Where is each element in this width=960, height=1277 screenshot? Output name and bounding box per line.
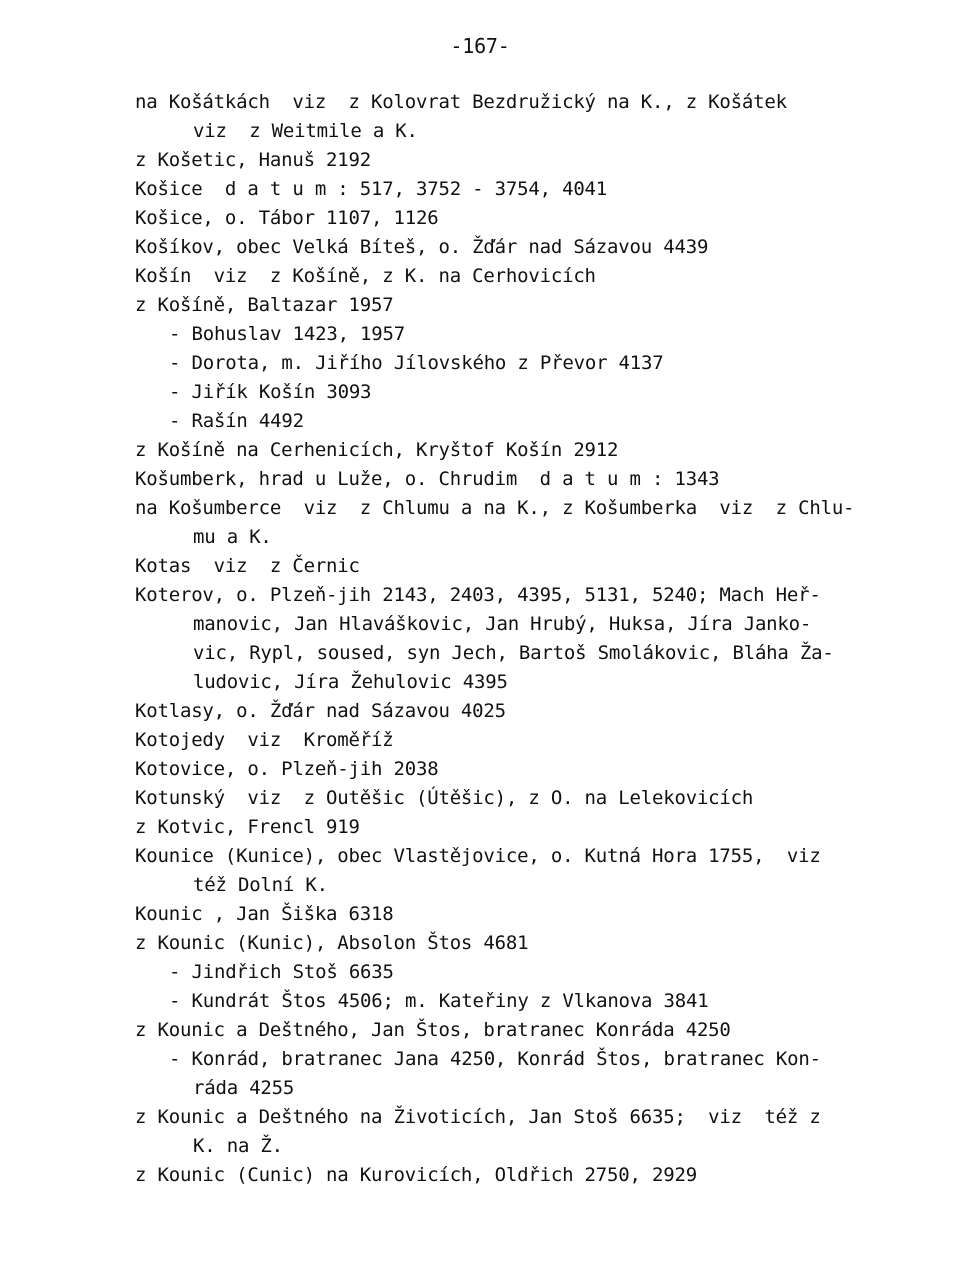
index-line: Koterov, o. Plzeň-jih 2143, 2403, 4395, 5131, 5240; Mach Heř- xyxy=(135,584,821,606)
index-line: na Košátkách viz z Kolovrat Bezdružický na K., z Košátek xyxy=(135,91,787,113)
index-line: manovic, Jan Hlaváškovic, Jan Hrubý, Huksa, Jíra Janko- xyxy=(193,613,812,635)
index-line: Kounice (Kunice), obec Vlastějovice, o. Kutná Hora 1755, viz xyxy=(135,845,821,867)
index-line: z Košíně na Cerhenicích, Kryštof Košín 2912 xyxy=(135,439,619,461)
index-line: Kotunský viz z Outěšic (Útěšic), z O. na Lelekovicích xyxy=(135,787,754,809)
index-line: na Košumberce viz z Chlumu a na K., z Košumberka viz z Chlu- xyxy=(135,497,855,519)
index-line: - Konrád, bratranec Jana 4250, Konrád Štos, bratranec Kon- xyxy=(169,1048,821,1070)
index-line: z Kounic (Kunic), Absolon Štos 4681 xyxy=(135,932,529,954)
index-line: z Košetic, Hanuš 2192 xyxy=(135,149,372,171)
index-line: Košíkov, obec Velká Bíteš, o. Žďár nad Sázavou 4439 xyxy=(135,236,709,258)
index-line: Košín viz z Košíně, z K. na Cerhovicích xyxy=(135,265,596,287)
index-line: K. na Ž. xyxy=(193,1135,283,1157)
index-line: Kotovice, o. Plzeň-jih 2038 xyxy=(135,758,439,780)
index-line: Kotojedy viz Kroměříž xyxy=(135,729,394,751)
index-line: - Kundrát Štos 4506; m. Kateřiny z Vlkanova 3841 xyxy=(169,990,709,1012)
index-line: viz z Weitmile a K. xyxy=(193,120,418,142)
index-line: vic, Rypl, soused, syn Jech, Bartoš Smolákovic, Bláha Ža- xyxy=(193,642,834,664)
index-entries xyxy=(135,88,895,1190)
index-line: ráda 4255 xyxy=(193,1077,295,1099)
index-line: - Jindřich Stoš 6635 xyxy=(169,961,394,983)
index-line: Košice, o. Tábor 1107, 1126 xyxy=(135,207,439,229)
index-line: Kotas viz z Černic xyxy=(135,555,360,577)
index-line: - Jiřík Košín 3093 xyxy=(169,381,372,403)
index-line: Kounic , Jan Šiška 6318 xyxy=(135,903,394,925)
page-number: -167- xyxy=(450,34,510,58)
index-line: též Dolní K. xyxy=(193,874,328,896)
index-line: mu a K. xyxy=(193,526,272,548)
index-line: Kotlasy, o. Žďár nad Sázavou 4025 xyxy=(135,700,506,722)
index-line: Košumberk, hrad u Luže, o. Chrudim d a t u m : 1343 xyxy=(135,468,720,490)
index-line: ludovic, Jíra Žehulovic 4395 xyxy=(193,671,508,693)
index-line: z Kounic a Deštného na Životicích, Jan Stoš 6635; viz též z xyxy=(135,1106,821,1128)
index-line: Košice d a t u m : 517, 3752 - 3754, 4041 xyxy=(135,178,608,200)
index-line: - Bohuslav 1423, 1957 xyxy=(169,323,406,345)
index-line: z Kounic (Cunic) na Kurovicích, Oldřich 2750, 2929 xyxy=(135,1164,697,1186)
index-line: z Košíně, Baltazar 1957 xyxy=(135,294,394,316)
index-line: - Dorota, m. Jiřího Jílovského z Převor 4137 xyxy=(169,352,664,374)
index-line: - Rašín 4492 xyxy=(169,410,304,432)
index-line: z Kounic a Deštného, Jan Štos, bratranec Konráda 4250 xyxy=(135,1019,731,1041)
index-line: z Kotvic, Frencl 919 xyxy=(135,816,360,838)
